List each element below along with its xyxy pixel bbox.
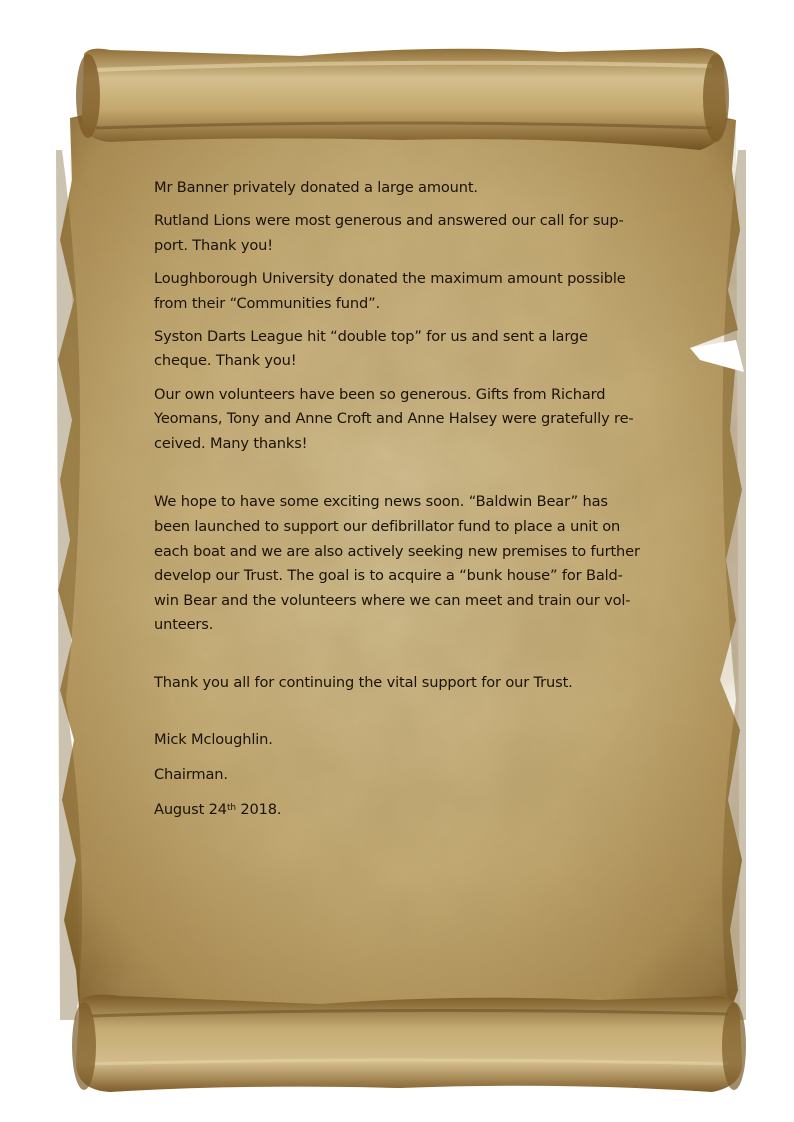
signature-title: Chairman. (154, 766, 228, 784)
donations-section (154, 176, 674, 456)
news-paragraph: We hope to have some exciting news soon. “Baldwin Bear” has been launched to support our defibrillator fund to place a unit on each boat and we are also actively seeking new premises to further develop our Trust. The goal is to acquire a “bunk house” for Bald- win Bear and the volunteers where we can meet and train our vol- unteers. (154, 493, 640, 634)
thanks-paragraph: Thank you all for continuing the vital support for our Trust. (154, 673, 573, 691)
donation-paragraph: Loughborough University donated the maximum amount possible from their “Communities fund”. (154, 269, 626, 312)
donation-paragraph: Our own volunteers have been so generous. Gifts from Richard Yeomans, Tony and Anne Croft and Anne Halsey were gratefully re- ceived. Many thanks! (154, 385, 634, 452)
donation-paragraph: Mr Banner privately donated a large amount. (154, 179, 478, 196)
donation-paragraph: Syston Darts League hit “double top” for us and sent a large cheque. Thank you! (154, 327, 588, 370)
date-prefix: August 24 (154, 800, 227, 818)
date-ordinal: th (226, 802, 236, 813)
letter-body (154, 176, 674, 832)
donation-paragraph: Rutland Lions were most generous and answered our call for sup- port. Thank you! (154, 212, 624, 254)
signature-name: Mick Mcloughlin. (154, 731, 273, 749)
signature-block (154, 728, 674, 822)
date-year: 2018. (235, 800, 282, 818)
signature-date (154, 798, 674, 823)
